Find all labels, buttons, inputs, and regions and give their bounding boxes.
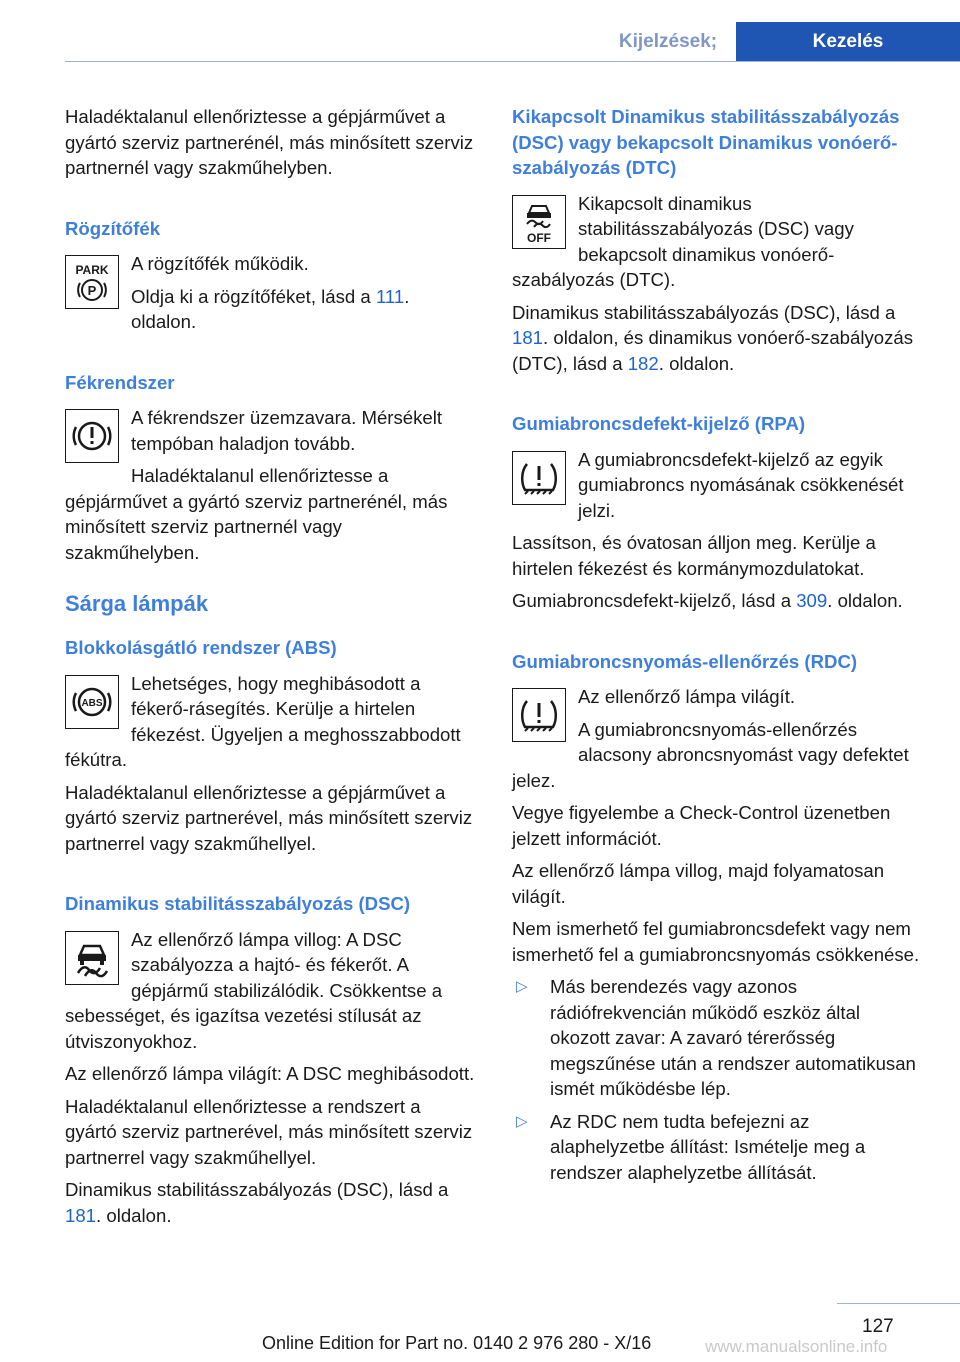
dsc-line2: Az ellenőrző lámpa világít: A DSC meghibásodott. — [65, 1063, 475, 1084]
parking-brake-icon-label: PARK — [75, 263, 109, 277]
left-column — [65, 104, 475, 1235]
parking-brake-icon — [65, 255, 119, 309]
dsc-line4: Dinamikus stabilitásszabályozás (DSC), lásd a 181. oldalon. — [65, 1179, 449, 1226]
abs-line2: Haladéktalanul ellenőriztesse a gépjárművet a gyártó szerviz partnerével, más minősített szerviz partnerrel vagy szakműhellyel. — [65, 781, 473, 854]
rpa-line1: A gumiabroncsdefekt-kijelző az egyik gumiabroncs nyomásának csökkenését jelzi. — [578, 448, 904, 521]
rpa-line3: Gumiabroncsdefekt-kijelző, lásd a 309. oldalon. — [512, 590, 903, 611]
rdc-line4: Az ellenőrző lámpa villog, majd folyamatosan világít. — [512, 860, 885, 907]
page-link-181[interactable]: 181 — [65, 1204, 97, 1226]
intro-paragraph: Haladéktalanul ellenőriztesse a gépjárművet a gyártó szerviz partnerénél, más minősített szerviz partnernél vagy szakműhelyben. — [65, 106, 474, 178]
dsc-off-heading: Kikapcsolt Dinamikus stabilitásszabályozás (DSC) vagy bekapcsolt Dinamikus vonóerő-szabályozás (DTC) — [512, 106, 900, 178]
abs-icon-label: ABS — [81, 697, 103, 709]
rpa-line2: Lassítson, és óvatosan álljon meg. Kerülje a hirtelen fékezést és kormánymozdulatokat. — [512, 532, 876, 579]
rdc-line2: A gumiabroncsnyomás-ellenőrzés alacsony abroncsnyomást vagy defektet jelez. — [512, 718, 909, 791]
abs-heading: Blokkolásgátló rendszer (ABS) — [65, 637, 337, 658]
abs-icon — [65, 675, 119, 729]
triangle-bullet-icon: ▷ — [516, 978, 528, 995]
page-number: 127 — [862, 1316, 894, 1337]
tire-warning-icon — [512, 451, 566, 505]
page-header — [0, 22, 960, 62]
list-item — [512, 1109, 925, 1186]
bullet-text: Más berendezés vagy azonos rádiófrekvencián működő eszköz által okozott zavar: A zavaró térerősség megszűnése után a rendszer automatikusan ismét működésbe lép. — [550, 976, 916, 1099]
yellow-lamps-heading: Sárga lámpák — [65, 591, 209, 616]
dsc-line3: Haladéktalanul ellenőriztesse a rendszert a gyártó szerviz partnerével, más minősített szerviz partnerrel vagy szakműhellyel. — [65, 1095, 473, 1168]
rpa-heading: Gumiabroncsdefekt-kijelző (RPA) — [512, 413, 806, 434]
brake-warning-icon — [65, 409, 119, 463]
rdc-line3: Vegye figyelembe a Check-Control üzenetben jelzett információt. — [512, 802, 891, 849]
brake-system-line1: A fékrendszer üzemzavara. Mérsékelt tempóban haladjon tovább. — [131, 407, 443, 454]
rdc-line5: Nem ismerhető fel gumiabroncsdefekt vagy nem ismerhető fel a gumiabroncsnyomás csökkenése. — [512, 918, 920, 965]
dsc-car-icon — [65, 931, 119, 985]
watermark: www.manualsonline.info — [705, 1337, 888, 1356]
abs-line1: Lehetséges, hogy meghibásodott a fékerő-rásegítés. Kerülje a hirtelen fékezést. Ügyeljen a meghosszabbodott fékútra. — [65, 672, 461, 770]
header-tab-operation[interactable]: Kezelés — [736, 22, 960, 62]
page-link-111[interactable]: 111 — [375, 285, 405, 307]
parking-brake-heading: Rögzítőfék — [65, 217, 161, 239]
tire-pressure-warning-icon — [512, 688, 566, 742]
dsc-line1: Az ellenőrző lámpa villog: A DSC szabályozza a hajtó- és fékerőt. A gépjármű stabilizálódik. Csökkentse a sebességet, és igazítsa vezetési stílusát az útviszonyokhoz. — [65, 928, 443, 1052]
page-link-182[interactable]: 182 — [627, 352, 659, 374]
dsc-off-line2: Dinamikus stabilitásszabályozás (DSC), lásd a 181. oldalon, és dinamikus vonóerő-szabályozás (DTC), lásd a 182. oldalon. — [512, 301, 914, 374]
page-link-181-right[interactable]: 181 — [512, 327, 544, 348]
dsc-off-icon — [512, 195, 566, 249]
parking-brake-line2: Oldja ki a rögzítőféket, lásd a 111. oldalon. — [131, 285, 410, 332]
dsc-heading: Dinamikus stabilitásszabályozás (DSC) — [65, 893, 411, 914]
rdc-line1: Az ellenőrző lámpa világít. — [578, 686, 796, 707]
list-item — [512, 974, 925, 1102]
edition-footer: Online Edition for Part no. 0140 2 976 280 - X/16 — [262, 1333, 652, 1353]
bullet-text: Az RDC nem tudta befejezni az alaphelyzetbe állítást: Ismételje meg a rendszer alaphelyzetbe állítását. — [550, 1110, 866, 1183]
rdc-heading: Gumiabroncsnyomás-ellenőrzés (RDC) — [512, 650, 858, 672]
parking-brake-line1: A rögzítőfék működik. — [131, 253, 309, 274]
header-tab-displays[interactable]: Kijelzések; — [618, 31, 718, 52]
right-column — [512, 104, 925, 1192]
brake-system-heading: Fékrendszer — [65, 371, 175, 393]
svg-text:P: P — [87, 283, 97, 298]
footer-divider — [837, 1303, 960, 1304]
dsc-off-icon-label: OFF — [527, 230, 551, 245]
dsc-off-line1: Kikapcsolt dinamikus stabilitásszabályozás (DSC) vagy bekapcsolt dinamikus vonóerő-szabályozás (DTC). — [512, 192, 854, 290]
page-link-309[interactable]: 309 — [796, 590, 828, 611]
brake-system-line2: Haladéktalanul ellenőriztesse a gépjárművet a gyártó szerviz partnerénél, más minősített szerviz partnernél vagy szakműhelyben. — [65, 465, 448, 563]
header-divider — [65, 61, 960, 62]
triangle-bullet-icon: ▷ — [516, 1112, 528, 1130]
